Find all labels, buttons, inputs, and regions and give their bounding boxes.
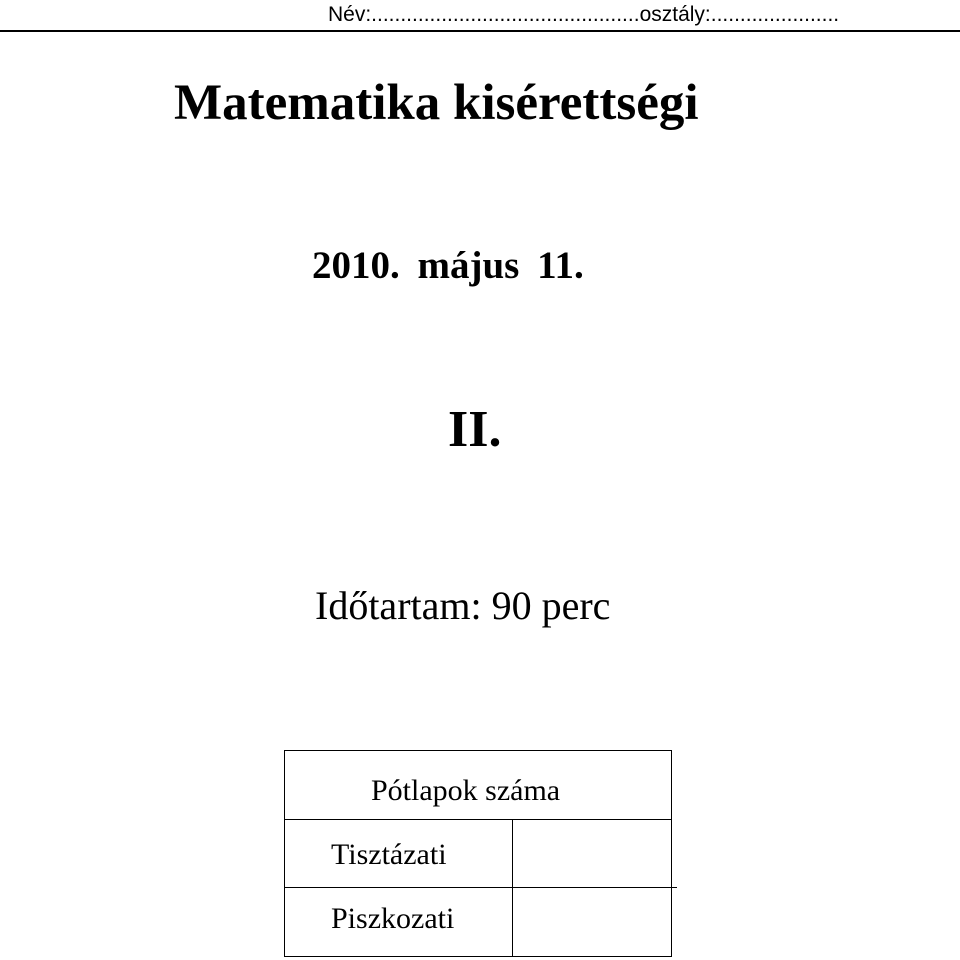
exam-duration: Időtartam: 90 perc (315, 583, 611, 628)
draft-label: Piszkozati (331, 902, 455, 935)
clean-copy-label: Tisztázati (331, 838, 447, 871)
name-class-field: Név:..............................................osztály:...................... (328, 3, 840, 26)
exam-part: II. (448, 401, 502, 458)
extra-sheets-heading: Pótlapok száma (371, 774, 561, 807)
header-divider (0, 30, 960, 32)
exam-date: 2010. május 11. (312, 244, 584, 287)
extra-sheets-table (284, 750, 672, 957)
draft-count-cell[interactable] (513, 888, 671, 956)
clean-copy-count-cell[interactable] (513, 820, 671, 888)
exam-title: Matematika kisérettségi (174, 75, 699, 131)
